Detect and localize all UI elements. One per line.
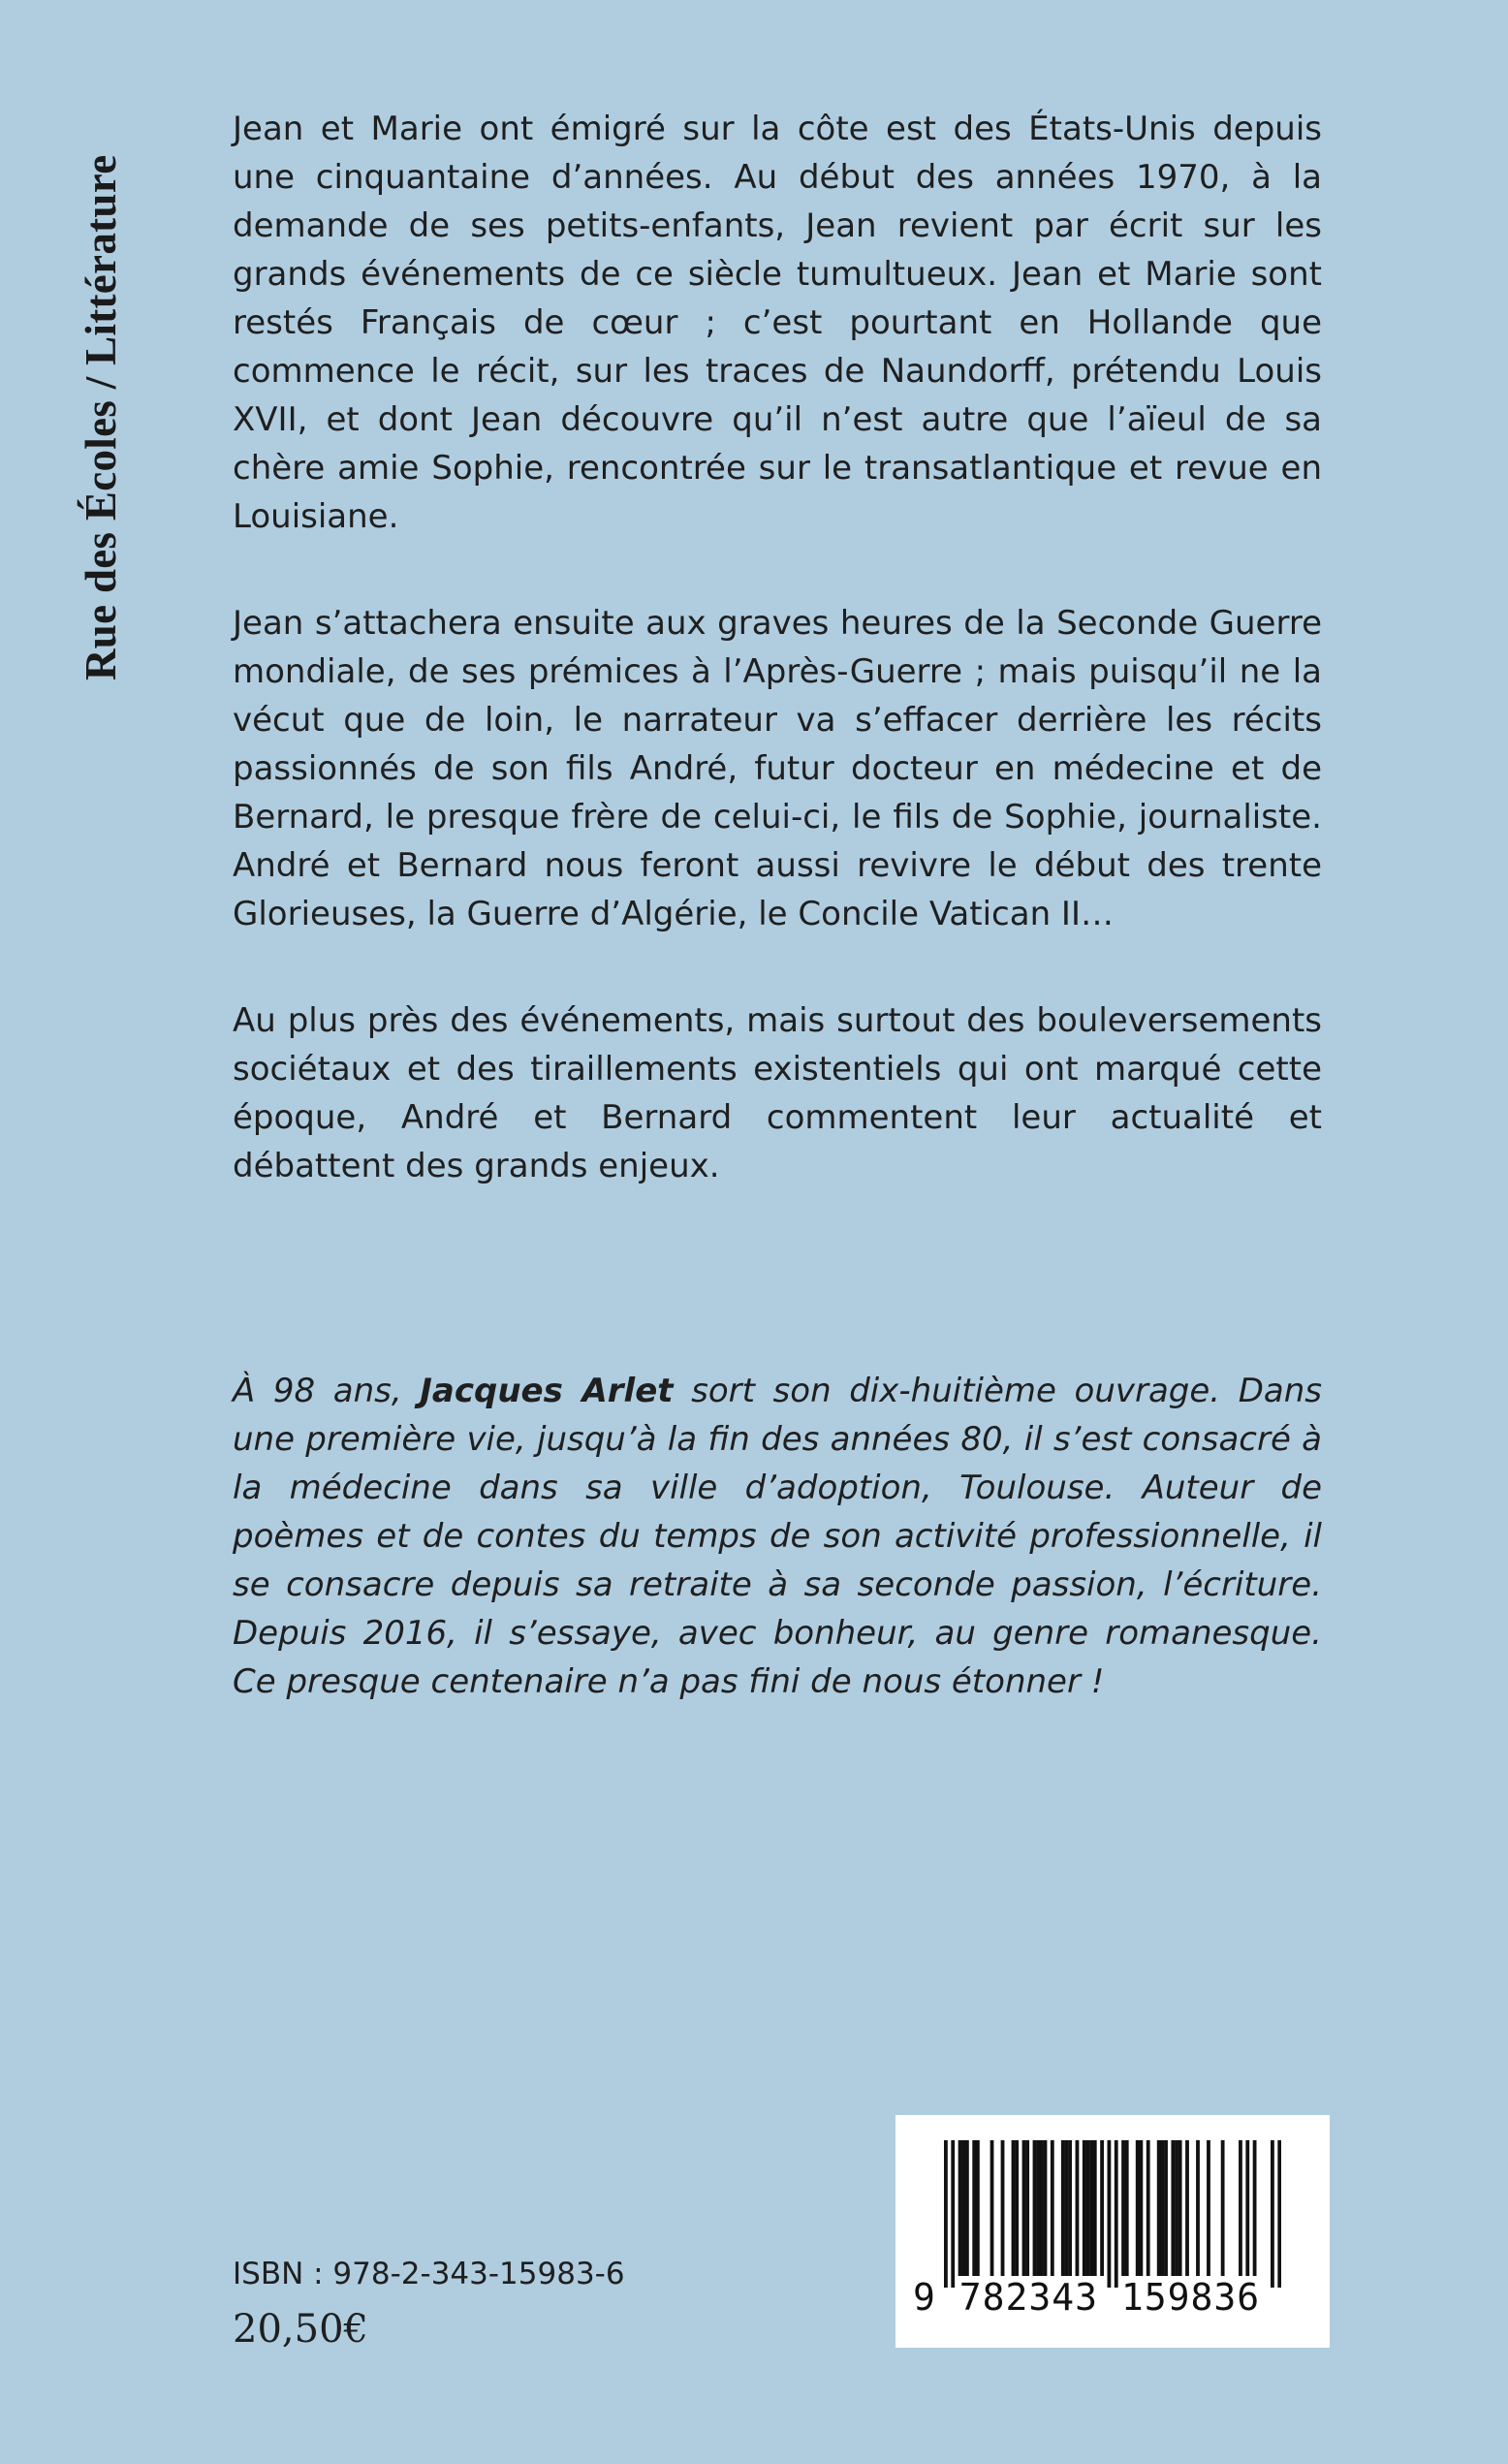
barcode-bar (1136, 2140, 1140, 2276)
author-bio (233, 1367, 1322, 1706)
barcode-bar (1139, 2140, 1143, 2276)
blurb-paragraph: Jean s’attachera ensuite aux graves heures de la Seconde Guerre mondiale, de ses prémices à l’Après-Guerre ; mais puisqu’il ne la vécut que de loin, le narrateur va s’effacer derrière les récits passionnés de son fils André, futur docteur en médecine et de Bernard, le presque frère de celui-ci, le fils de Sophie, journaliste. André et Bernard nous feront aussi revivre le début des trente Glorieuses, la Guerre d’Algérie, le Concile Vatican II… (233, 604, 1322, 933)
barcode-bar (1157, 2140, 1161, 2276)
barcode-bar (958, 2140, 962, 2276)
barcode-bar (1086, 2140, 1090, 2276)
barcode-bar (1115, 2140, 1118, 2288)
barcode-bar (1207, 2140, 1210, 2276)
barcode-bar (1089, 2140, 1093, 2276)
barcode-bar (1171, 2140, 1175, 2276)
author-bio-lead: À 98 ans, (233, 1372, 421, 1410)
barcode-bar (1160, 2140, 1164, 2276)
barcode-bar (1164, 2140, 1168, 2276)
barcode-bar (1033, 2140, 1037, 2276)
series-title: Rue des Écoles / Littérature (77, 154, 125, 680)
price-label: 20,50€ (233, 2307, 368, 2352)
barcode-bar (1253, 2140, 1257, 2276)
barcode-bar (1239, 2140, 1242, 2276)
barcode-bar (1061, 2140, 1065, 2276)
barcode-bar (1083, 2140, 1086, 2276)
barcode-bar (1012, 2140, 1016, 2276)
barcode-bar (1147, 2140, 1150, 2276)
barcode-bar (1271, 2140, 1274, 2288)
barcode (895, 2115, 1330, 2348)
barcode-bar (1065, 2140, 1069, 2276)
barcode-bar (1100, 2140, 1104, 2276)
barcode-bar (1076, 2140, 1080, 2276)
barcode-bar (1093, 2140, 1097, 2276)
barcode-bar (1068, 2140, 1072, 2276)
barcode-bar (1108, 2140, 1112, 2288)
isbn-number: ISBN : 978-2-343-15983-6 (233, 2257, 625, 2291)
barcode-bar (1051, 2140, 1054, 2276)
barcode-bars (944, 2140, 1281, 2288)
barcode-bar (1040, 2140, 1044, 2276)
back-cover-blurb (233, 105, 1322, 1248)
author-name: Jacques Arlet (420, 1372, 674, 1410)
barcode-bar (961, 2140, 965, 2276)
barcode-bar (965, 2140, 969, 2276)
barcode-bar (1175, 2140, 1178, 2276)
barcode-bar (1178, 2140, 1182, 2276)
barcode-bar (1015, 2140, 1019, 2276)
barcode-bar (1221, 2140, 1225, 2276)
barcode-bar (1245, 2140, 1249, 2276)
barcode-bar (1001, 2140, 1005, 2276)
barcode-bar (976, 2140, 980, 2276)
barcode-bar (990, 2140, 994, 2276)
blurb-paragraph: Jean et Marie ont émigré sur la côte est des États-Unis depuis une cinquantaine d’années. Au début des années 1970, à la demande de ses petits-enfants, Jean revient par écrit sur les grands événements de ce siècle tumultueux. Jean et Marie sont restés Français de cœur ; c’est pourtant en Hollande que commence le récit, sur les traces de Naundorff, prétendu Louis XVII, et dont Jean découvre qu’il n’est autre que l’aïeul de sa chère amie Sophie, rencontrée sur le transatlantique et revue en Louisiane. (233, 110, 1322, 536)
barcode-bar (951, 2140, 955, 2288)
barcode-bar (1185, 2140, 1189, 2276)
barcode-bar (1044, 2140, 1048, 2276)
barcode-bar (972, 2140, 976, 2276)
barcode-bar (1022, 2140, 1026, 2276)
blurb-paragraph: Au plus près des événements, mais surtout des bouleversements sociétaux et des tiraillements existentiels qui ont marqué cette époque, André et Bernard commentent leur actualité et débattent des grands enjeux. (233, 1001, 1322, 1185)
barcode-bar (1025, 2140, 1029, 2276)
barcode-bar (1125, 2140, 1129, 2276)
barcode-bar (1196, 2140, 1200, 2276)
barcode-bar (1036, 2140, 1040, 2276)
barcode-digits: 9 782343 159836 (913, 2276, 1261, 2319)
barcode-bar (1277, 2140, 1281, 2288)
barcode-bar (944, 2140, 948, 2288)
author-bio-text: sort son dix-huitième ouvrage. Dans une première vie, jusqu’à la fin des années 80, il s’est consacré à la médecine dans sa ville d’adoption, Toulouse. Auteur de poèmes et de contes du temps de son activité professionnelle, il se consacre depuis sa retraite à sa seconde passion, l’écriture. Depuis 2016, il s’essaye, avec bonheur, au genre romanesque. Ce presque centenaire n’a pas fini de nous étonner ! (233, 1372, 1323, 1701)
barcode-bar (1121, 2140, 1125, 2276)
